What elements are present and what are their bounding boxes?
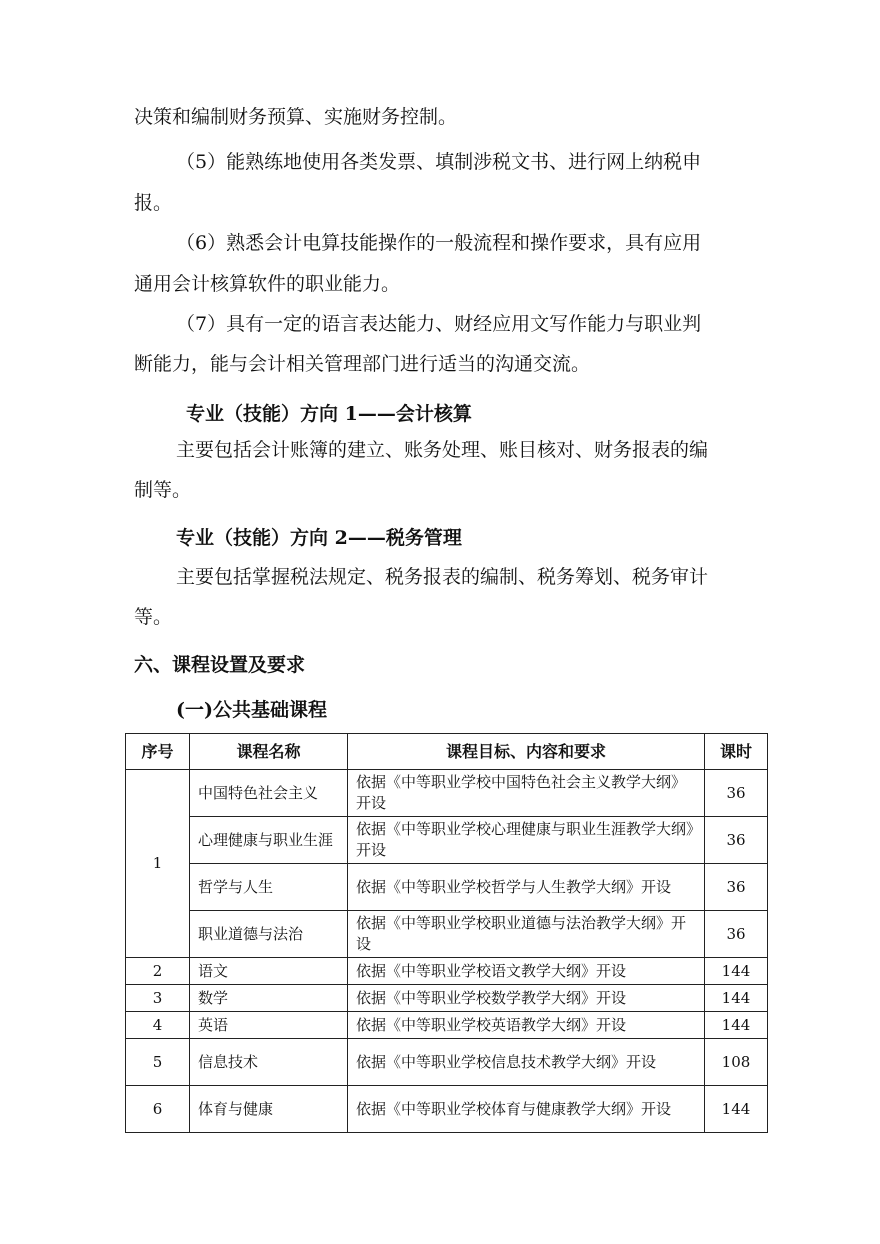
header-hours: 课时 (705, 734, 768, 770)
table-row (126, 817, 768, 864)
table-row (126, 770, 768, 817)
body-paragraph-line: 通用会计核算软件的职业能力。 (134, 273, 401, 295)
row-course-name: 心理健康与职业生涯 (190, 817, 348, 864)
row-course-desc: 依据《中等职业学校哲学与人生教学大纲》开设 (348, 864, 705, 911)
row-course-name: 数学 (190, 985, 348, 1012)
table-row (126, 1012, 768, 1039)
body-paragraph-line: 断能力，能与会计相关管理部门进行适当的沟通交流。 (134, 353, 591, 375)
row-course-desc: 依据《中等职业学校心理健康与职业生涯教学大纲》开设 (348, 817, 705, 864)
row-course-desc: 依据《中等职业学校英语教学大纲》开设 (348, 1012, 705, 1039)
row-hours: 36 (705, 864, 768, 911)
direction1-text-line: 主要包括会计账簿的建立、账务处理、账目核对、财务报表的编 (176, 439, 709, 461)
row-course-desc: 依据《中等职业学校体育与健康教学大纲》开设 (348, 1086, 705, 1133)
row-course-desc: 依据《中等职业学校中国特色社会主义教学大纲》开设 (348, 770, 705, 817)
course-table (125, 733, 768, 1133)
row-hours: 144 (705, 1012, 768, 1039)
row-course-name: 语文 (190, 958, 348, 985)
row-course-name: 哲学与人生 (190, 864, 348, 911)
direction1-title: 专业（技能）方向 1——会计核算 (186, 403, 472, 425)
header-course-name: 课程名称 (190, 734, 348, 770)
row-index: 1 (126, 770, 190, 958)
header-index: 序号 (126, 734, 190, 770)
row-index: 2 (126, 958, 190, 985)
direction2-text-line: 主要包括掌握税法规定、税务报表的编制、税务筹划、税务审计 (176, 566, 709, 588)
row-hours: 108 (705, 1039, 768, 1086)
direction2-text-line: 等。 (134, 606, 173, 628)
body-paragraph-line: 决策和编制财务预算、实施财务控制。 (134, 106, 458, 128)
row-course-desc: 依据《中等职业学校语文教学大纲》开设 (348, 958, 705, 985)
table-row (126, 985, 768, 1012)
body-paragraph-line: （5）能熟练地使用各类发票、填制涉税文书、进行网上纳税申 (176, 151, 702, 173)
table-row (126, 911, 768, 958)
direction2-title: 专业（技能）方向 2——税务管理 (176, 527, 462, 549)
row-course-desc: 依据《中等职业学校数学教学大纲》开设 (348, 985, 705, 1012)
row-hours: 144 (705, 958, 768, 985)
row-index: 6 (126, 1086, 190, 1133)
row-course-desc: 依据《中等职业学校职业道德与法治教学大纲》开设 (348, 911, 705, 958)
header-course-goal: 课程目标、内容和要求 (348, 734, 705, 770)
row-hours: 36 (705, 817, 768, 864)
row-course-name: 体育与健康 (190, 1086, 348, 1133)
direction1-text-line: 制等。 (134, 479, 192, 501)
row-hours: 144 (705, 985, 768, 1012)
row-course-name: 中国特色社会主义 (190, 770, 348, 817)
table-row (126, 958, 768, 985)
row-index: 5 (126, 1039, 190, 1086)
row-course-name: 信息技术 (190, 1039, 348, 1086)
row-hours: 36 (705, 911, 768, 958)
body-paragraph-line: 报。 (134, 192, 173, 214)
subsection-title: (一)公共基础课程 (176, 699, 327, 721)
row-index: 3 (126, 985, 190, 1012)
section-title: 六、课程设置及要求 (134, 654, 306, 676)
body-paragraph-line: （7）具有一定的语言表达能力、财经应用文写作能力与职业判 (176, 313, 702, 335)
table-row (126, 864, 768, 911)
row-course-name: 职业道德与法治 (190, 911, 348, 958)
row-course-desc: 依据《中等职业学校信息技术教学大纲》开设 (348, 1039, 705, 1086)
table-row (126, 1086, 768, 1133)
row-course-name: 英语 (190, 1012, 348, 1039)
table-header-row (126, 734, 768, 770)
body-paragraph-line: （6）熟悉会计电算技能操作的一般流程和操作要求，具有应用 (176, 232, 702, 254)
row-hours: 36 (705, 770, 768, 817)
table-row (126, 1039, 768, 1086)
row-hours: 144 (705, 1086, 768, 1133)
row-index: 4 (126, 1012, 190, 1039)
